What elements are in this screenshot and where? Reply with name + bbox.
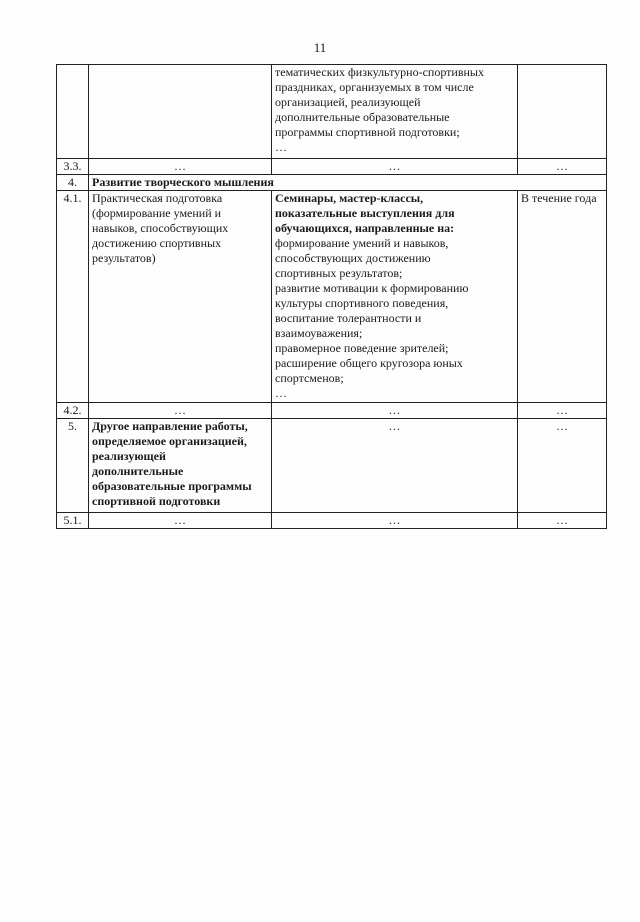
- cell-direction: …: [89, 403, 272, 419]
- text-line: Практическая подготовка: [92, 191, 223, 205]
- text-line: расширение общего кругозора юных: [275, 356, 463, 370]
- cell-direction: …: [89, 513, 272, 529]
- page-number: 11: [313, 40, 327, 55]
- table-row-4-2: [57, 403, 607, 419]
- cell-num: 3.3.: [57, 159, 89, 175]
- text-line-bold: образовательные программы: [92, 479, 252, 493]
- table-row-section-4: [57, 175, 607, 191]
- cell-term: …: [518, 403, 607, 419]
- cell-num: 4.: [57, 175, 89, 191]
- cell-events: …: [272, 403, 518, 419]
- text-line-bold: реализующей: [92, 449, 166, 463]
- text-line: достижению спортивных: [92, 236, 222, 250]
- cell-direction: …: [89, 159, 272, 175]
- text-line: праздниках, организуемых в том числе: [275, 80, 474, 94]
- cell-term-empty: [518, 65, 607, 159]
- table-row-3-3: [57, 159, 607, 175]
- cell-direction: [89, 419, 272, 513]
- cell-events: …: [272, 513, 518, 529]
- cell-num: 5.1.: [57, 513, 89, 529]
- text-line: результатов): [92, 251, 156, 265]
- cell-num: 4.2.: [57, 403, 89, 419]
- cell-direction-empty: [89, 65, 272, 159]
- text-line-bold: показательные выступления для: [275, 206, 455, 220]
- cell-num-empty: [57, 65, 89, 159]
- text-line: способствующих достижению: [275, 251, 431, 265]
- cell-term: …: [518, 419, 607, 513]
- text-line: спортивных результатов;: [275, 266, 403, 280]
- text-line: культуры спортивного поведения,: [275, 296, 449, 310]
- text-line: организацией, реализующей: [275, 95, 421, 109]
- text-line-bold: обучающихся, направленные на:: [275, 221, 455, 235]
- text-line: …: [275, 386, 287, 400]
- text-line-bold: определяемое организацией,: [92, 434, 247, 448]
- text-line: программы спортивной подготовки;: [275, 125, 460, 139]
- cell-events: …: [272, 419, 518, 513]
- text-line: дополнительные образовательные: [275, 110, 450, 124]
- text-line: (формирование умений и: [92, 206, 222, 220]
- cell-term: …: [518, 159, 607, 175]
- section-title: Развитие творческого мышления: [89, 175, 607, 191]
- cell-term: В течение года: [518, 191, 607, 403]
- text-line: навыков, способствующих: [92, 221, 229, 235]
- table-row-section-5: [57, 419, 607, 513]
- cell-num: 4.1.: [57, 191, 89, 403]
- text-line: взаимоуважения;: [275, 326, 363, 340]
- cell-events: [272, 191, 518, 403]
- text-line: формирование умений и навыков,: [275, 236, 449, 250]
- cell-term: …: [518, 513, 607, 529]
- text-line-bold: Семинары, мастер-классы,: [275, 191, 424, 205]
- activity-plan-table: [56, 64, 607, 529]
- text-line: правомерное поведение зрителей;: [275, 341, 449, 355]
- text-line: спортсменов;: [275, 371, 344, 385]
- cell-events: …: [272, 159, 518, 175]
- table-row-5-1: [57, 513, 607, 529]
- text-line: развитие мотивации к формированию: [275, 281, 469, 295]
- text-line: тематических физкультурно-спортивных: [275, 65, 484, 79]
- cell-events-continuation: [272, 65, 518, 159]
- text-line-bold: спортивной подготовки: [92, 494, 221, 508]
- cell-num: 5.: [57, 419, 89, 513]
- cell-direction: [89, 191, 272, 403]
- text-line: воспитание толерантности и: [275, 311, 422, 325]
- text-line-bold: Другое направление работы,: [92, 419, 248, 433]
- table-row-continuation: [57, 65, 607, 159]
- table-row-4-1: [57, 191, 607, 403]
- text-line-bold: дополнительные: [92, 464, 184, 478]
- text-line: …: [275, 140, 287, 154]
